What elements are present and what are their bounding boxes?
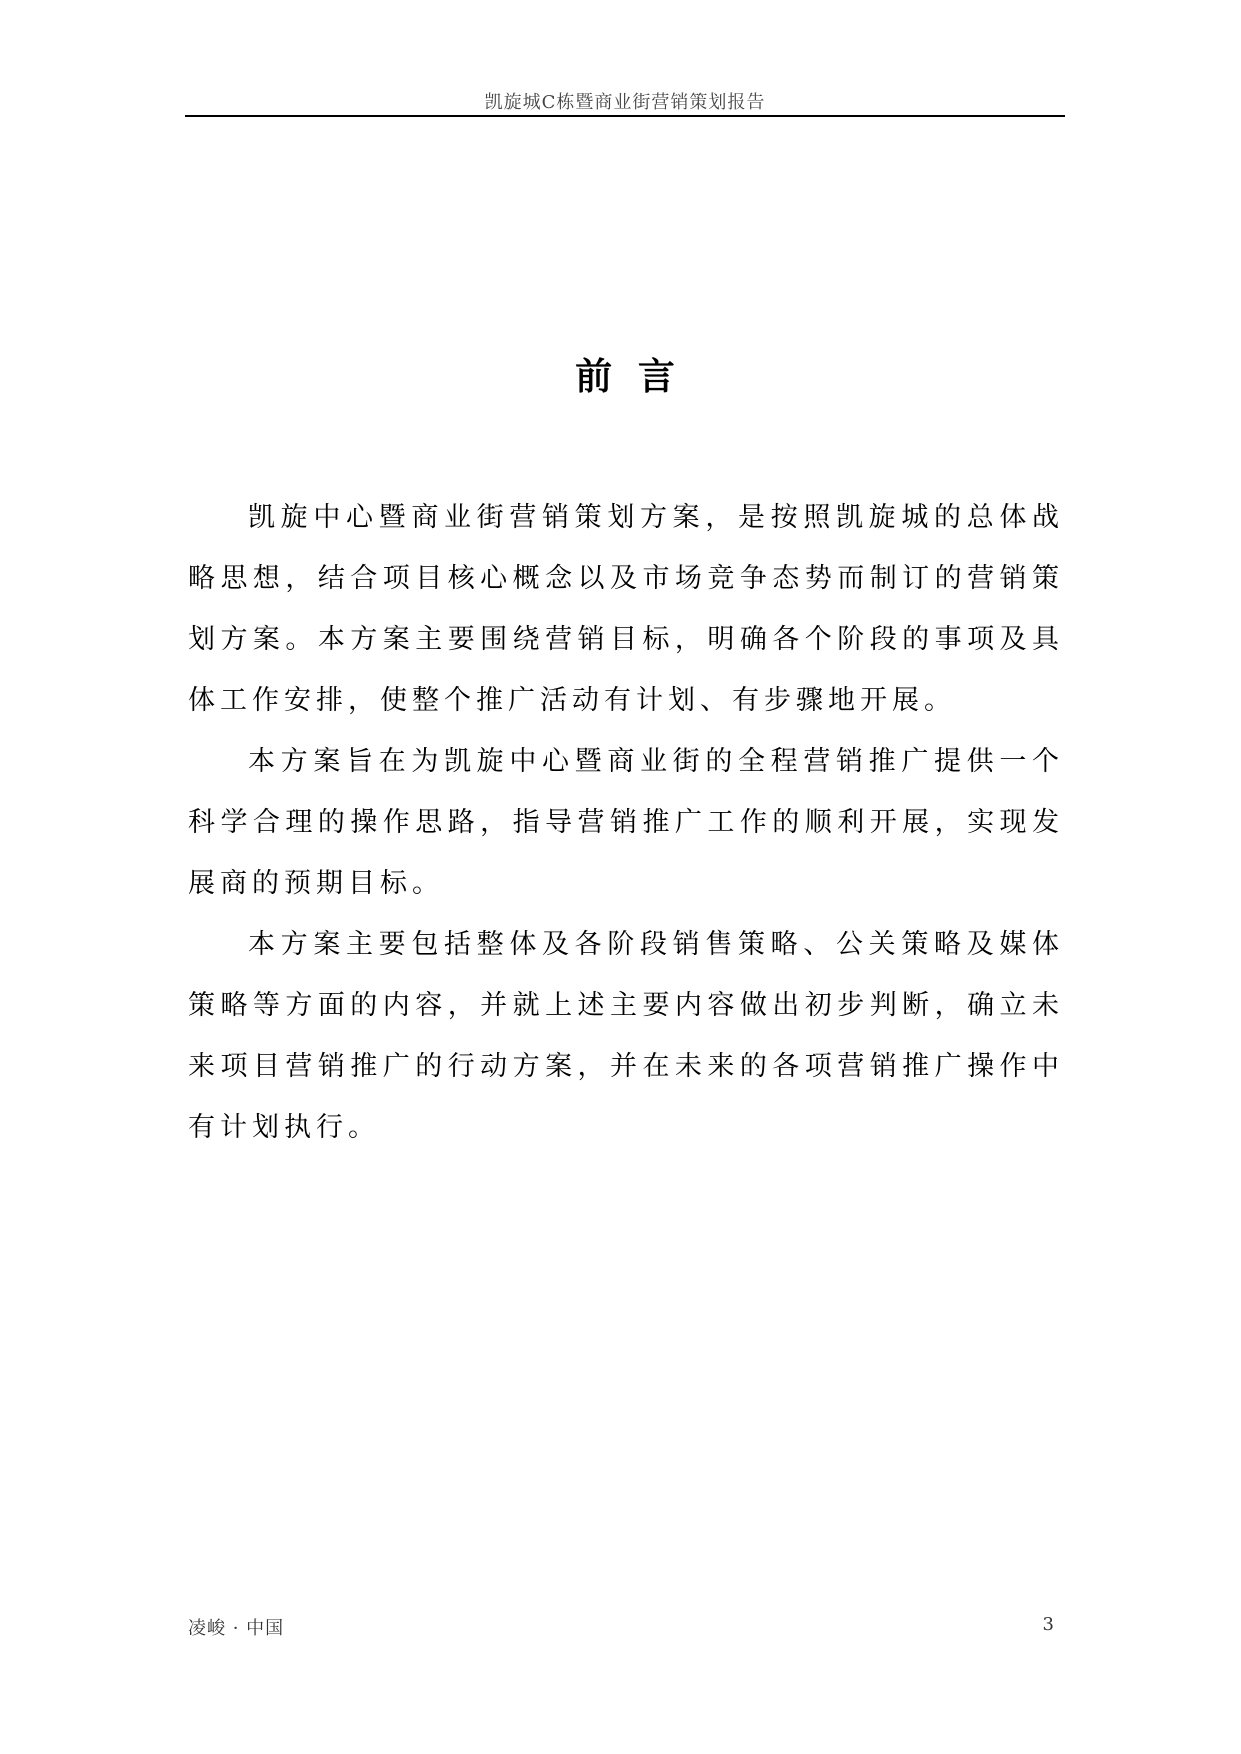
footer-company: 凌峻 · 中国 — [188, 1618, 285, 1639]
paragraph-2: 本方案旨在为凯旋中心暨商业街的全程营销推广提供一个科学合理的操作思路，指导营销推广工作的顺利开展，实现发展商的预期目标。 — [188, 746, 1064, 899]
page-title: 前 言 — [575, 354, 675, 398]
paragraph-1: 凯旋中心暨商业街营销策划方案，是按照凯旋城的总体战略思想，结合项目核心概念以及市场竞争态势而制订的营销策划方案。本方案主要围绕营销目标，明确各个阶段的事项及具体工作安排，使整个推广活动有计划、有步骤地开展。 — [188, 502, 1064, 716]
page-number: 3 — [1042, 1614, 1054, 1635]
paragraph-3: 本方案主要包括整体及各阶段销售策略、公关策略及媒体策略等方面的内容，并就上述主要内容做出初步判断，确立未来项目营销推广的行动方案，并在未来的各项营销推广操作中有计划执行。 — [188, 929, 1064, 1143]
running-header: 凯旋城C栋暨商业街营销策划报告 — [484, 92, 766, 113]
document-body — [188, 487, 1064, 1158]
header-divider — [185, 115, 1065, 117]
